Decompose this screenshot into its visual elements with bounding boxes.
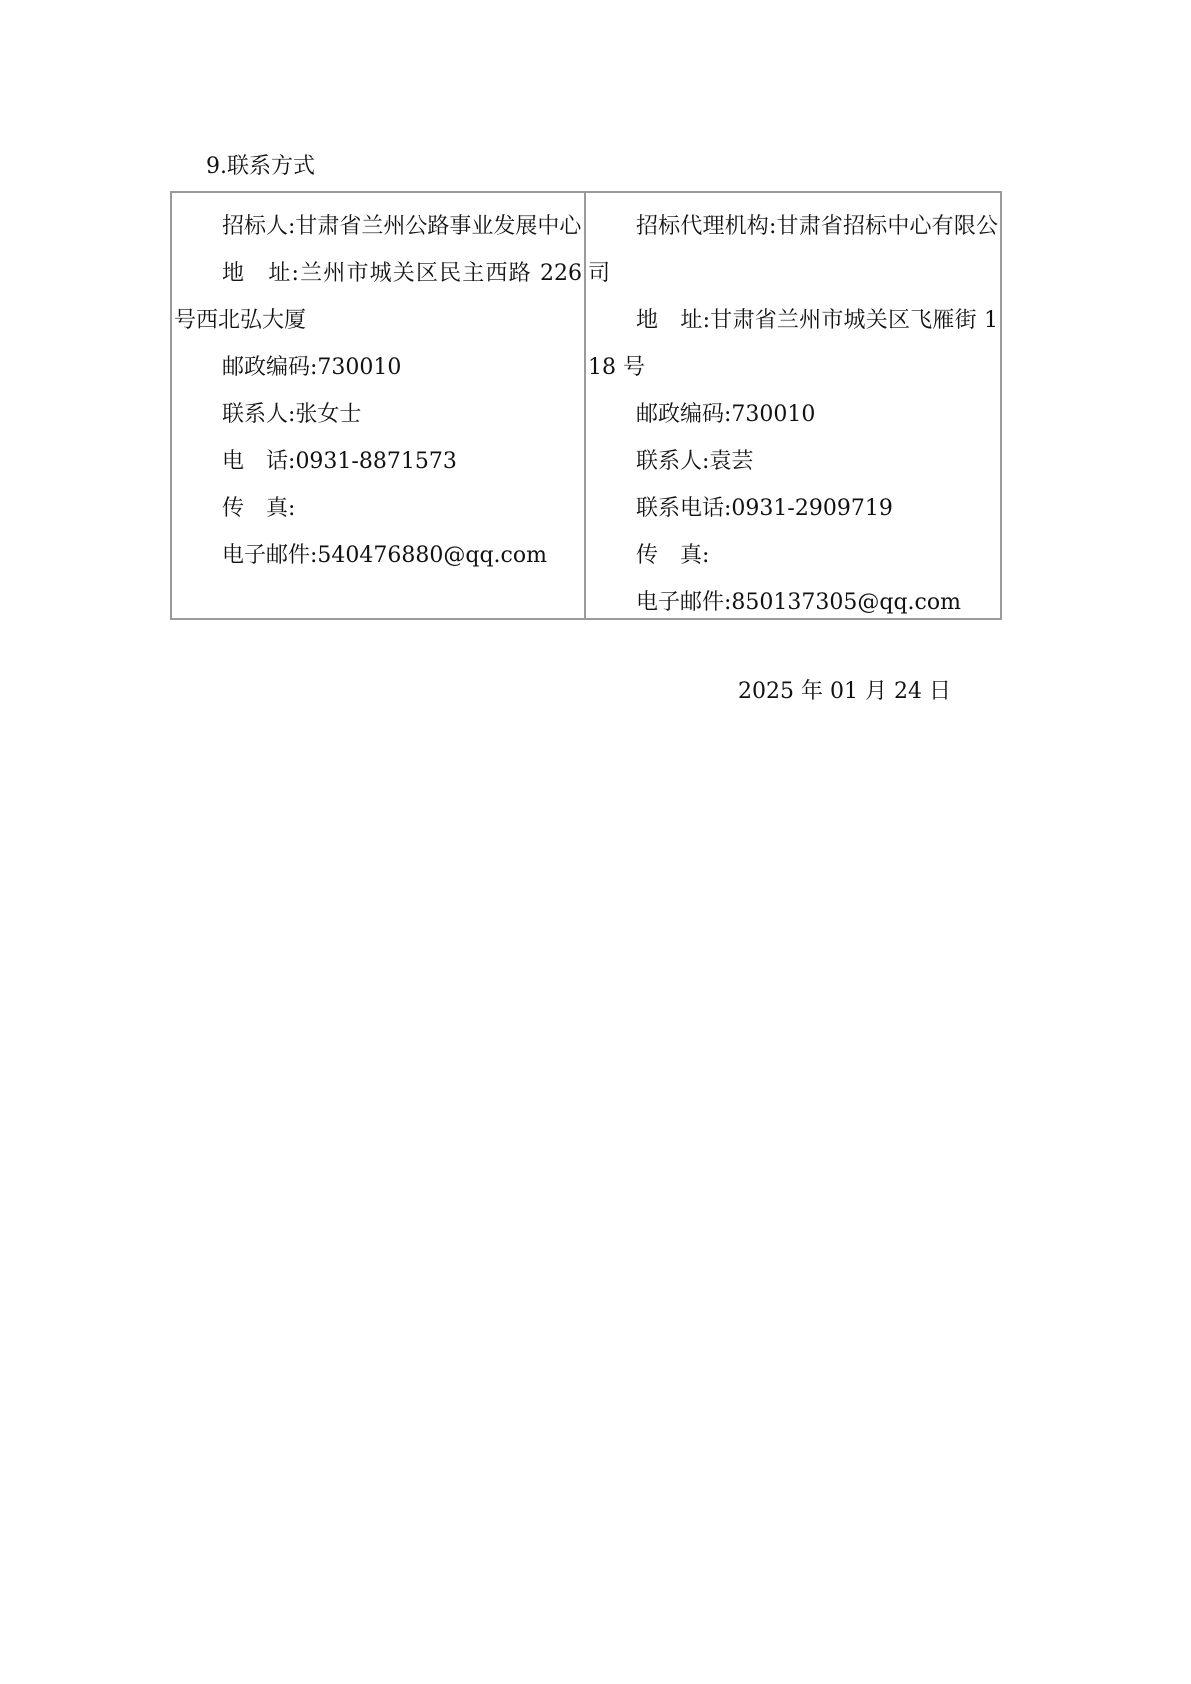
tenderer-address-label-2: 址:	[267, 261, 299, 286]
tenderer-phone-label-2: 话:	[266, 449, 296, 474]
agency-email-value: 850137305@qq.com	[731, 590, 961, 615]
agency-address-value: 甘肃省兰州市城关区飞雁街 118 号	[588, 308, 998, 380]
tenderer-address-label-1: 地	[222, 261, 246, 286]
agency-postcode-label: 邮政编码:	[636, 402, 732, 427]
tenderer-name-value: 甘肃省兰州公路事业发展中心	[295, 214, 582, 239]
tenderer-address-row	[174, 250, 582, 344]
tenderer-phone-label-1: 电	[222, 449, 245, 474]
agency-address-row	[588, 297, 998, 391]
contact-table	[170, 191, 1002, 620]
agency-postcode-row	[588, 391, 998, 438]
tenderer-email-label: 电子邮件:	[222, 543, 318, 568]
agency-contact-label: 联系人:	[636, 449, 710, 474]
tenderer-postcode-row	[174, 344, 582, 391]
tenderer-email-value: 540476880@qq.com	[317, 543, 547, 568]
agency-name-row	[588, 203, 998, 297]
agency-email-label: 电子邮件:	[636, 590, 732, 615]
section-title: 9.联系方式	[206, 154, 315, 179]
document-date: 2025 年 01 月 24 日	[738, 679, 951, 704]
tenderer-fax-label-2: 真:	[266, 496, 296, 521]
tenderer-name-label: 招标人:	[222, 214, 296, 239]
agency-name-label: 招标代理机构:	[636, 214, 777, 239]
tenderer-email-row	[174, 532, 582, 579]
agency-postcode-value: 730010	[731, 402, 816, 427]
tenderer-phone-value: 0931-8871573	[295, 449, 457, 474]
tenderer-name-row	[174, 203, 582, 250]
tenderer-contact-value: 张女士	[295, 402, 362, 427]
tenderer-phone-row	[174, 438, 582, 485]
agency-fax-row	[588, 532, 998, 579]
agency-name-value: 甘肃省招标中心有限公司	[588, 214, 998, 286]
agency-column	[586, 193, 1000, 618]
tenderer-fax-label-1: 传	[222, 496, 245, 521]
agency-email-row	[588, 579, 998, 626]
tenderer-fax-row	[174, 485, 582, 532]
agency-contact-row	[588, 438, 998, 485]
tenderer-postcode-label: 邮政编码:	[222, 355, 318, 380]
tenderer-postcode-value: 730010	[317, 355, 402, 380]
agency-contact-value: 袁芸	[709, 449, 754, 474]
tenderer-contact-label: 联系人:	[222, 402, 296, 427]
tenderer-address-value: 兰州市城关区民主西路 226 号西北弘大厦	[174, 261, 582, 333]
agency-address-label-2: 址:	[680, 308, 711, 333]
agency-fax-label-1: 传	[636, 543, 659, 568]
agency-phone-value: 0931-2909719	[731, 496, 893, 521]
agency-address-label-1: 地	[636, 308, 659, 333]
agency-phone-row	[588, 485, 998, 532]
agency-phone-label: 联系电话:	[636, 496, 732, 521]
tenderer-contact-row	[174, 391, 582, 438]
tenderer-column	[172, 193, 586, 618]
agency-fax-label-2: 真:	[680, 543, 710, 568]
